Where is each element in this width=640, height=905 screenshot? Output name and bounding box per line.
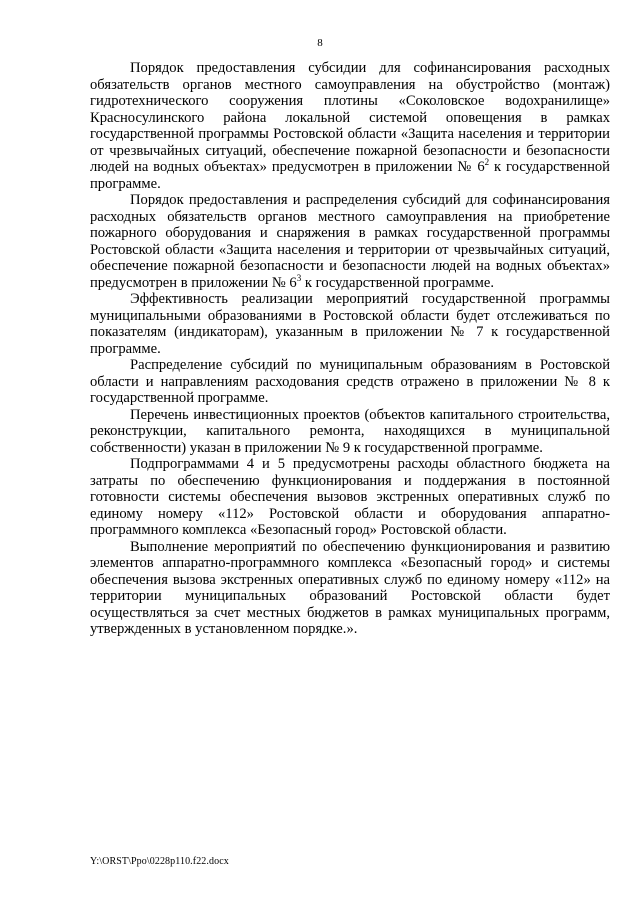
paragraph-text: Подпрограммами 4 и 5 предусмотрены расходы областного бюджета на затраты по обеспечению функционирования и поддержания в постоянной готовности системы обеспечения вызовов экстренных оперативных служб по единому номеру «112» Ростовской области и оборудования аппаратно-программного комплекса «Безопасный город» Ростовской области. <box>90 456 610 538</box>
body-text <box>90 60 610 638</box>
paragraph-subprograms-4-5 <box>90 456 610 539</box>
footer-file-path: Y:\ORST\Ppo\0228p110.f22.docx <box>90 856 229 867</box>
paragraph-tail: к государственной программе. <box>90 159 610 192</box>
paragraph-text: Эффективность реализации мероприятий государственной программы муниципальными образованиями в Ростовской области будет отслеживаться по показателям (индикаторам), указанным в приложении № 7 к государственной программе. <box>90 291 610 357</box>
page-number: 8 <box>317 37 323 49</box>
paragraph-safe-city-112 <box>90 539 610 638</box>
paragraph-text: Выполнение мероприятий по обеспечению функционирования и развитию элементов аппаратно-программного комплекса «Безопасный город» и системы обеспечения вызова экстренных оперативных служб по единому номеру «112» на территории муниципальных образований Ростовской области будет осуществляться за счет местных бюджетов в рамках муниципальных программ, утвержденных в установленном порядке.». <box>90 538 610 637</box>
paragraph-investment-projects <box>90 407 610 457</box>
paragraph-subsidy-dam-alert-system <box>90 60 610 192</box>
paragraph-text: Перечень инвестиционных проектов (объектов капитального строительства, реконструкции, капитального ремонта, находящихся в муниципальной собственности) указан в приложении № 9 к государственной программе. <box>90 406 610 456</box>
paragraph-text: Распределение субсидий по муниципальным образованиям в Ростовской области и направлениям расходования средств отражено в приложении № 8 к государственной программе. <box>90 357 610 406</box>
paragraph-efficiency-indicators <box>90 291 610 357</box>
paragraph-subsidy-distribution <box>90 357 610 407</box>
paragraph-text: Порядок предоставления и распределения субсидий для софинансирования расходных обязательств органов местного самоуправления на приобретение пожарного оборудования и снаряжения в рамках государственной программы Ростовской области «Защита населения и территории от чрезвычайных ситуаций, обеспечение пожарной безопасности и безопасности людей на водных объектах» предусмотрен в приложении № 6 <box>90 192 610 291</box>
paragraph-subsidy-fire-equipment <box>90 192 610 291</box>
appendix-superscript: 3 <box>296 272 302 283</box>
paragraph-tail: к государственной программе. <box>301 274 495 291</box>
paragraph-text: Порядок предоставления субсидии для софинансирования расходных обязательств органов местного самоуправления на обустройство (монтаж) гидротехнического сооружения плотины «Соколовское водохранилище» Красносулинского района локальной системой оповещения в рамках государственной программы Ростовской области «Защита населения и территории от чрезвычайных ситуаций, обеспечение пожарной безопасности и безопасности людей на водных объектах» предусмотрен в приложении № 6 <box>90 60 610 175</box>
appendix-superscript: 2 <box>484 157 490 168</box>
